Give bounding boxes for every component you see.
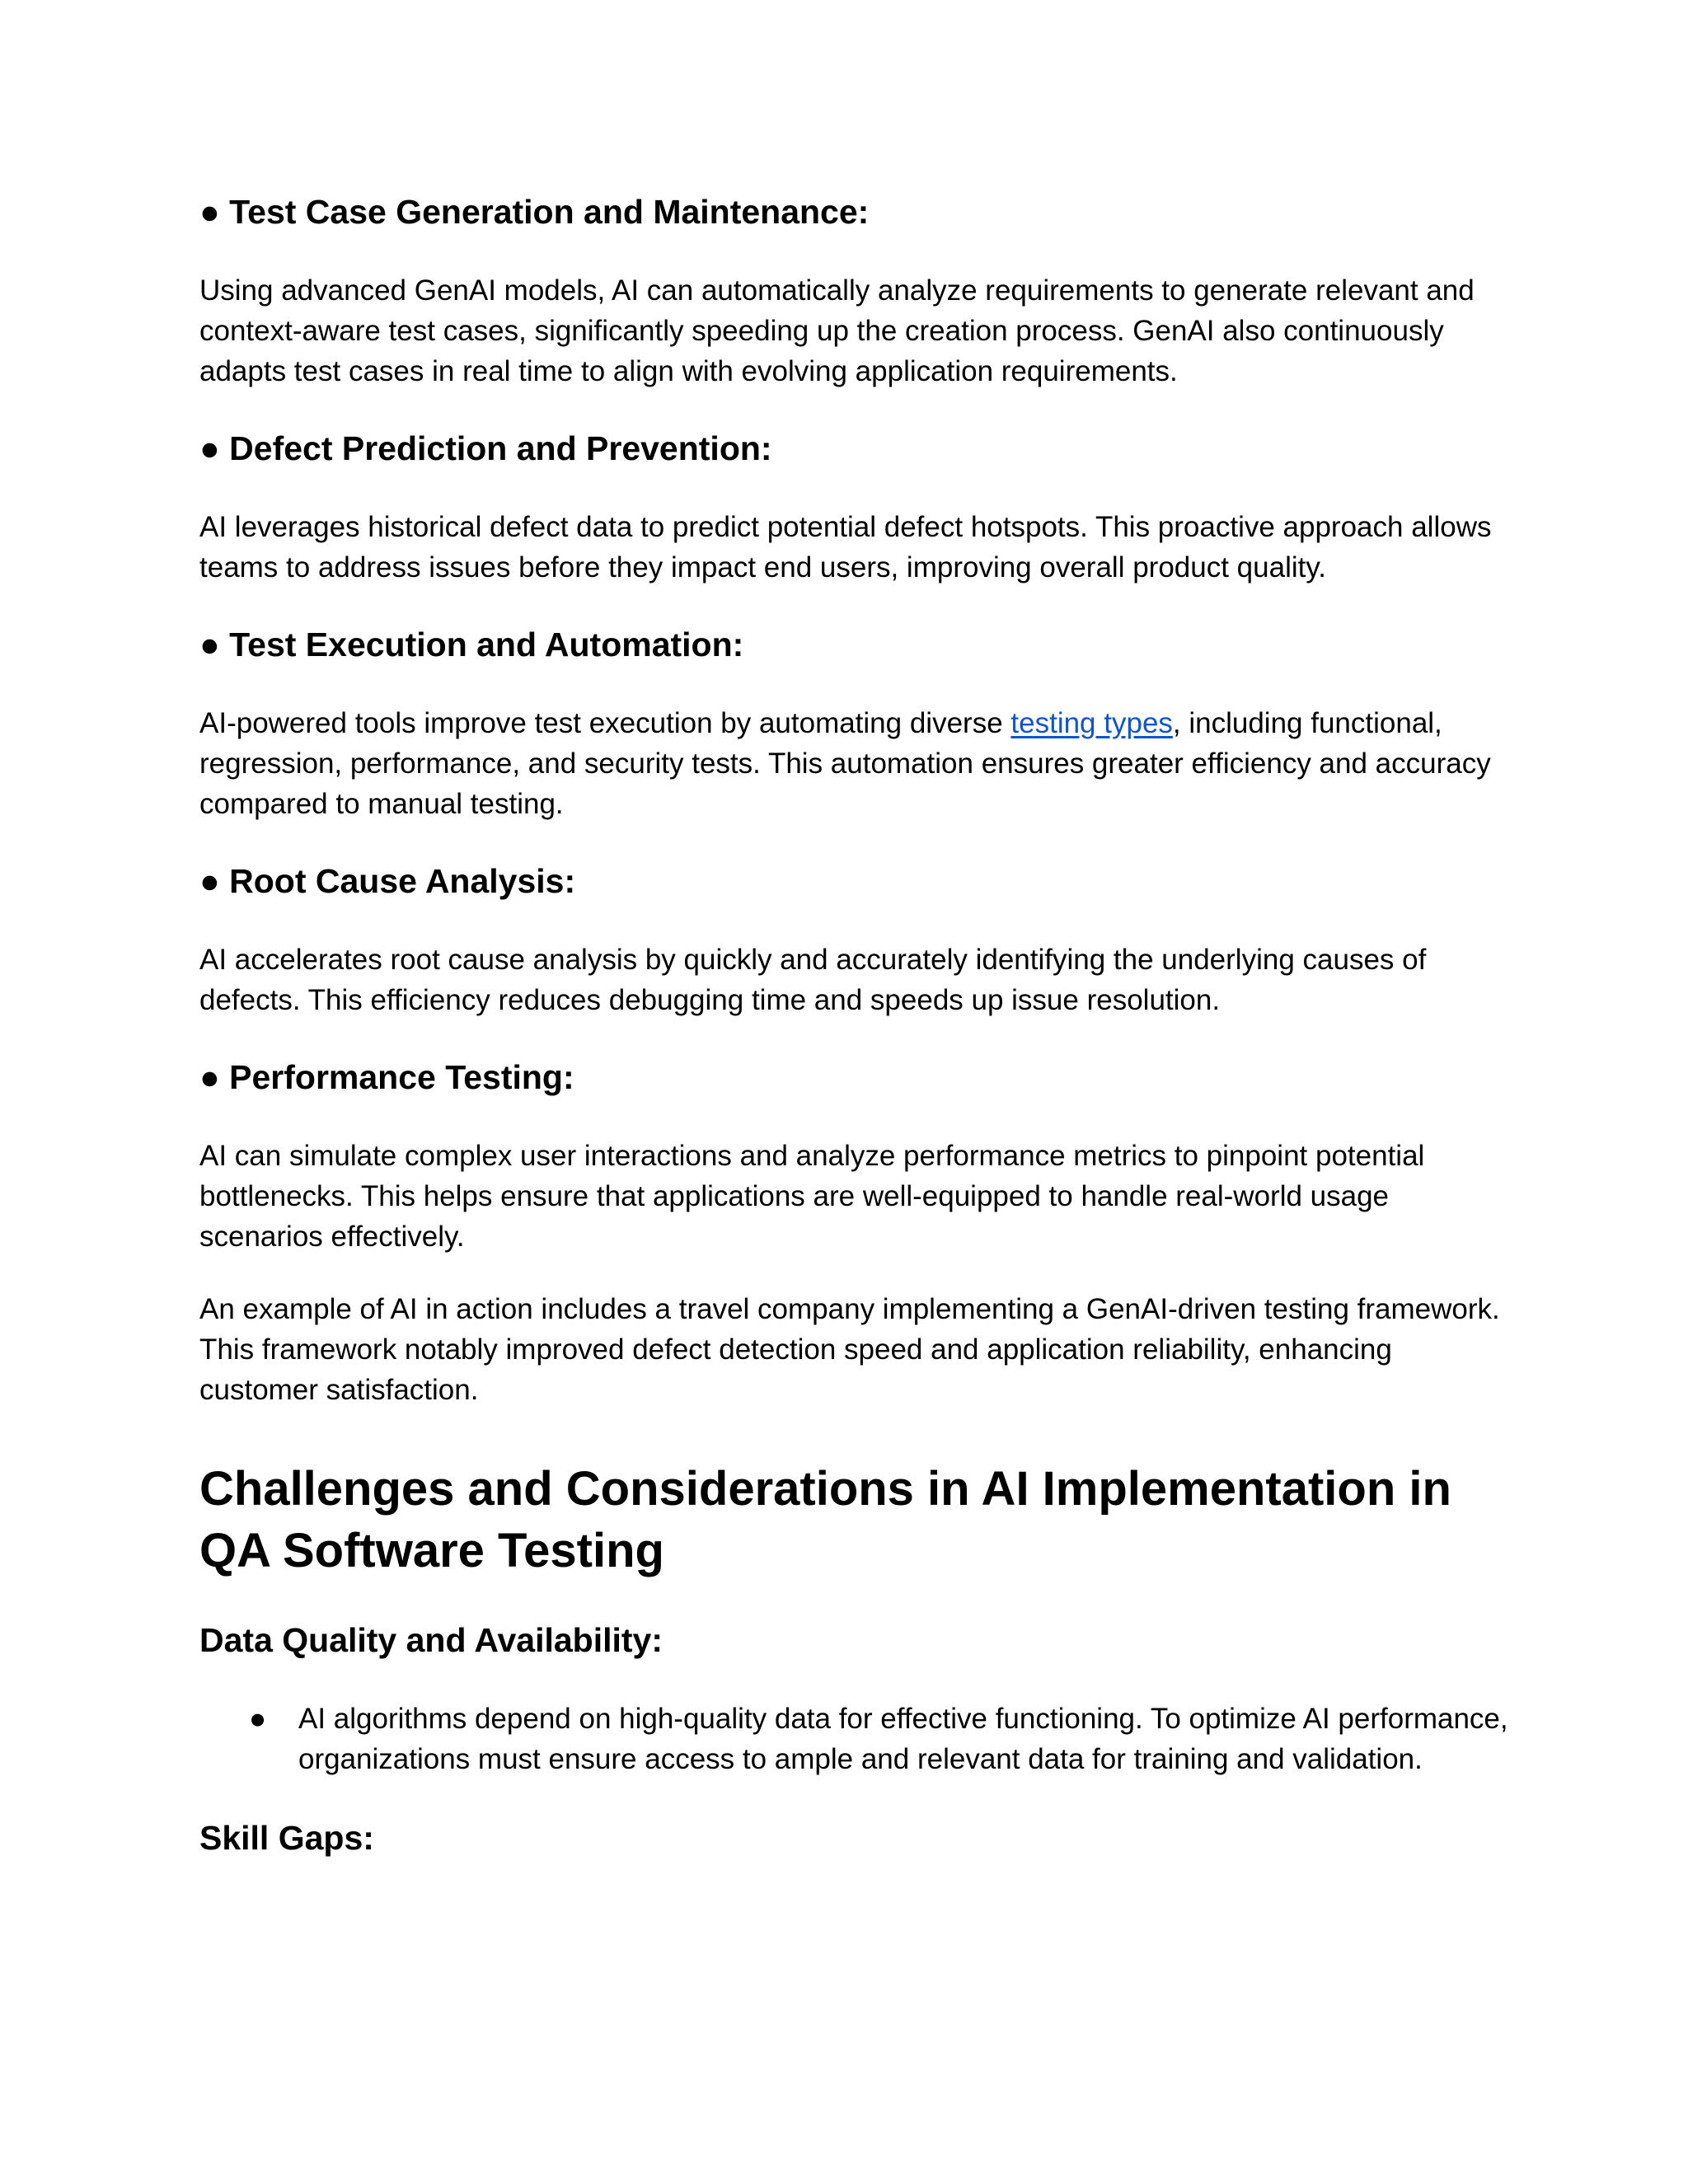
section-heading: ● Root Cause Analysis: [199,862,576,900]
section-body [199,703,1510,824]
section-body: Using advanced GenAI models, AI can automatically analyze requirements to generate relevant and context-aware test cases, significantly speeding up the creation process. GenAI also continuously adapts test cases in real time to align with evolving application requirements. [199,274,1475,387]
document-page [199,190,1510,1860]
section-heading: ● Test Execution and Automation: [199,626,744,663]
section-heading: ● Performance Testing: [199,1058,574,1096]
bullet-icon: ● [249,1703,267,1735]
section-body: AI accelerates root cause analysis by quickly and accurately identifying the underlying causes of defects. This efficiency reduces debugging time and speeds up issue resolution. [199,944,1427,1016]
list-item [199,1699,1510,1779]
list-item-text: AI algorithms depend on high-quality data for effective functioning. To optimize AI performance, organizations must ensure access to ample and relevant data for training and validation. [298,1703,1508,1775]
data-quality-heading: Data Quality and Availability: [199,1621,663,1659]
section-body: AI leverages historical defect data to predict potential defect hotspots. This proactive approach allows teams to address issues before they impact end users, improving overall product quality. [199,511,1492,583]
section-heading: ● Defect Prediction and Prevention: [199,429,772,467]
challenges-title: Challenges and Considerations in AI Implementation in QA Software Testing [199,1462,1451,1577]
skill-gaps-heading: Skill Gaps: [199,1819,374,1857]
section-body-text: AI-powered tools improve test execution by automating diverse [199,707,1011,739]
testing-types-link[interactable]: testing types [1010,707,1173,739]
section-body: AI can simulate complex user interactions and analyze performance metrics to pinpoint potential bottlenecks. This helps ensure that applications are well-equipped to handle real-world usage scenarios effectively. [199,1140,1425,1253]
example-paragraph: An example of AI in action includes a travel company implementing a GenAI-driven testing framework. This framework notably improved defect detection speed and application reliability, enhancing customer satisfaction. [199,1293,1500,1406]
data-quality-list [199,1699,1510,1779]
section-body-text: , including functional, regression, performance, and security tests. This automation ensures greater efficiency and accuracy compared to manual testing. [199,707,1491,820]
section-heading: ● Test Case Generation and Maintenance: [199,193,870,231]
